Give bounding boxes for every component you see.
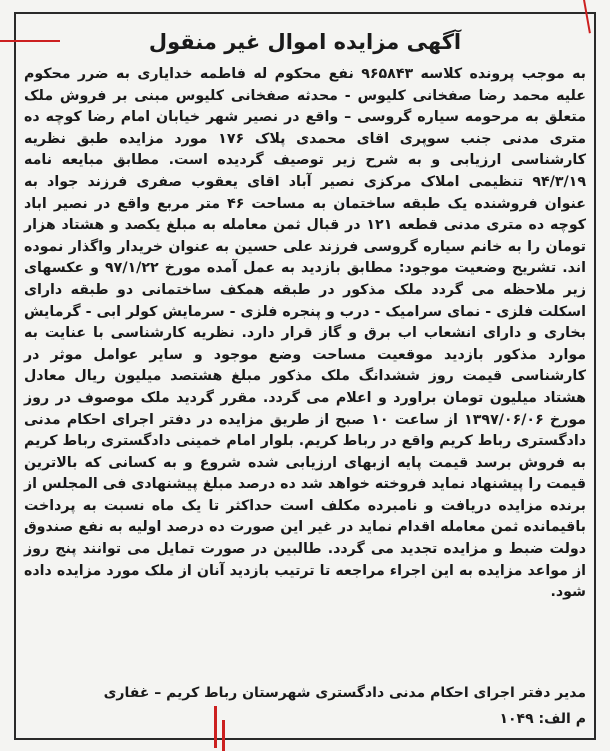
notice-title: آگهی مزایده اموال غیر منقول [148, 30, 462, 54]
notice-reference: م الف: ۱۰۴۹ [499, 711, 586, 727]
notice-signature: مدیر دفتر اجرای احکام مدنی دادگستری شهرستان رباط کریم – غفاری [103, 685, 586, 701]
notice-body: به موجب پرونده کلاسه ۹۶۵۸۴۳ نفع محکوم له فاطمه خدایاری به ضرر محکوم علیه محمد رضا صفخانی کلیوس - محدثه صفخانی کلیوس مبنی بر فروش ملک متعلق به مرحومه سیاره گروسی – واقع در نصیر شهر خیابان امام رضا کوچه ده متری مدنی جنب سوپری اقای محمدی پلاک ۱۷۶ مورد مزایده طبق نظریه کارشناسی ارزیابی و به شرح زیر توصیف گردیده است. مطابق مبایعه نامه ۹۴/۳/۱۹ تنظیمی املاک مرکزی نصیر آباد اقای یعقوب صفری فرزند جواد به عنوان فروشنده یک طبقه ساختمان به مساحت ۴۶ متر مربع واقع در نصیر اباد کوچه ده متری مدنی قطعه ۱۲۱ در قبال ثمن معامله به مبلغ یکصد و هشتاد هزار تومان را به خانم سیاره گروسی فرزند علی حسین به عنوان خریدار واگذار نموده اند. تشریح وضعیت موجود: مطابق بازدید به عمل آمده مورخ ۹۷/۱/۲۲ و عکسهای زیر ملاحظه می گردد ملک مذکور در طبقه همکف ساختمانی دو طبقه دارای اسکلت فلزی - نمای سرامیک - درب و پنجره فلزی - سرمایش کولر ابی - گرمایش بخاری و دارای انشعاب اب برق و گاز قرار دارد. نظریه کارشناسی با عنایت به موارد مذکور بازدید موقعیت مساحت وضع موجود و سایر عوامل موثر در کارشناسی قیمت روز ششدانگ ملک مذکور مبلغ هشتصد میلیون ریال معادل هشتاد میلیون تومان براورد و اعلام می گردد. مقرر گردید ملک موصوف در روز مورخ ۱۳۹۷/۰۶/۰۶ از ساعت ۱۰ صبح از طریق مزایده در دفتر اجرای احکام مدنی دادگستری رباط کریم واقع در رباط کریم. بلوار امام خمینی دادگستری رباط کریم به فروش برسد قیمت پایه ازبهای ارزیابی شده شروع و به کسانی که بالاترین قیمت را پیشنهاد نماید فروخته خواهد شد ده درصد مبلغ پیشنهادی فی المجلس از برنده مزایده دریافت و نامبرده مکلف است حداکثر تا یک ماه نسبت به پرداخت باقیمانده ثمن معامله اقدام نماید در غیر این صورت ده درصد اولیه به نفع صندوق دولت ضبط و مزایده تجدید می گردد. طالبین در صورت تمایل می توانند پنج روز از مواعد مزایده به این اجراء مراجعه تا ترتیب بازدید آنان از ملک مورد مزایده داده شود. [24, 66, 587, 601]
